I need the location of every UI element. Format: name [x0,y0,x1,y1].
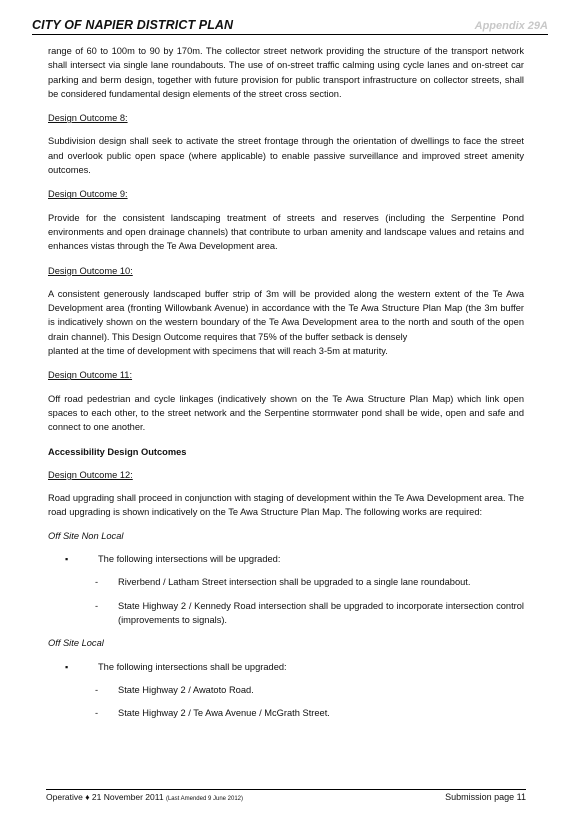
heading-design-outcome-8: Design Outcome 8: [48,113,128,124]
heading-design-outcome-9: Design Outcome 9: [48,189,128,200]
page-content [48,44,524,720]
appendix-label: Appendix 29A [474,20,548,32]
dash-text: Riverbend / Latham Street intersection shall be upgraded to a single lane roundabout. [118,577,471,588]
dash-text: State Highway 2 / Awatoto Road. [118,684,254,695]
list-item [48,575,524,589]
heading-design-outcome-10: Design Outcome 10: [48,265,133,276]
paragraph-intro: range of 60 to 100m to 90 by 170m. The collector street network providing the structure of the transport network shall intersect via single lane roundabouts. The use of on-street traffic calming using cycle lanes and on-street car parking and berm design, together with future provision for public transport infrastructure on collector streets, shall be considered fundamental design elements of the street cross section. [48,46,524,99]
dash-text: State Highway 2 / Te Awa Avenue / McGrath Street. [118,708,330,719]
page-number: Submission page 11 [445,792,526,802]
list-item [48,660,524,674]
heading-design-outcome-11: Design Outcome 11: [48,370,133,381]
heading-accessibility-design-outcomes: Accessibility Design Outcomes [48,446,187,457]
list-item [48,599,524,628]
page-header [32,12,548,35]
dash-icon: - [95,684,99,695]
dash-icon: - [95,600,99,611]
list-item [48,683,524,697]
last-amended: (Last Amended 9 June 2012) [165,796,244,802]
bullet-icon: ▪ [65,661,69,672]
paragraph-design-outcome-12: Road upgrading shall proceed in conjunction with staging of development within the Te Awa Development area. The road upgrading is shown indicatively on the Te Awa Structure Plan Map. The following works are required: [48,493,524,518]
dash-text: State Highway 2 / Kennedy Road intersection shall be upgraded to incorporate intersection control (improvements to signals). [118,600,524,625]
dash-icon: - [95,577,99,588]
bullet-text: The following intersections shall be upgraded: [98,661,287,672]
dash-icon: - [95,708,99,719]
bullet-icon: ▪ [65,554,69,565]
subheading-off-site-local: Off Site Local [48,638,104,649]
list-item [48,552,524,566]
footer-status [46,792,243,802]
list-item [48,706,524,720]
operative-date: Operative ♦ 21 November 2011 [46,792,164,802]
page-footer [46,789,526,802]
paragraph-design-outcome-9: Provide for the consistent landscaping treatment of streets and reserves (including the Serpentine Pond environments and open drainage channels) that contribute to urban amenity and landscape values and retains and enhances vistas through the Te Awa Development area. [48,212,524,252]
paragraph-design-outcome-10: A consistent generously landscaped buffer strip of 3m will be provided along the western extent of the Te Awa Development area (fronting Willowbank Avenue) in accordance with the Te Awa Structure Plan Map (the 3m buffer is indicatively shown on the western boundary of the Te Awa Development area to the north and south of the open drain channel). This Design Outcome requires that 75% of the buffer setback is densely [48,288,524,342]
subheading-off-site-non-local: Off Site Non Local [48,530,124,541]
heading-design-outcome-12: Design Outcome 12: [48,469,133,480]
paragraph-design-outcome-11: Off road pedestrian and cycle linkages (indicatively shown on the Te Awa Structure Plan Map) which link open spaces to each other, to the street network and the Serpentine stormwater pond shall be wide, open and safe and connect to one another. [48,393,524,433]
bullet-text: The following intersections will be upgraded: [98,554,281,565]
paragraph-design-outcome-10-continued: planted at the time of development with specimens that will reach 3-5m at maturity. [48,346,388,357]
document-title: CITY OF NAPIER DISTRICT PLAN [32,18,234,32]
paragraph-design-outcome-8: Subdivision design shall seek to activate the street frontage through the orientation of dwellings to face the street and overlook public open space (where applicable) to enable passive surveillance and improved street amenity outcomes. [48,136,524,176]
